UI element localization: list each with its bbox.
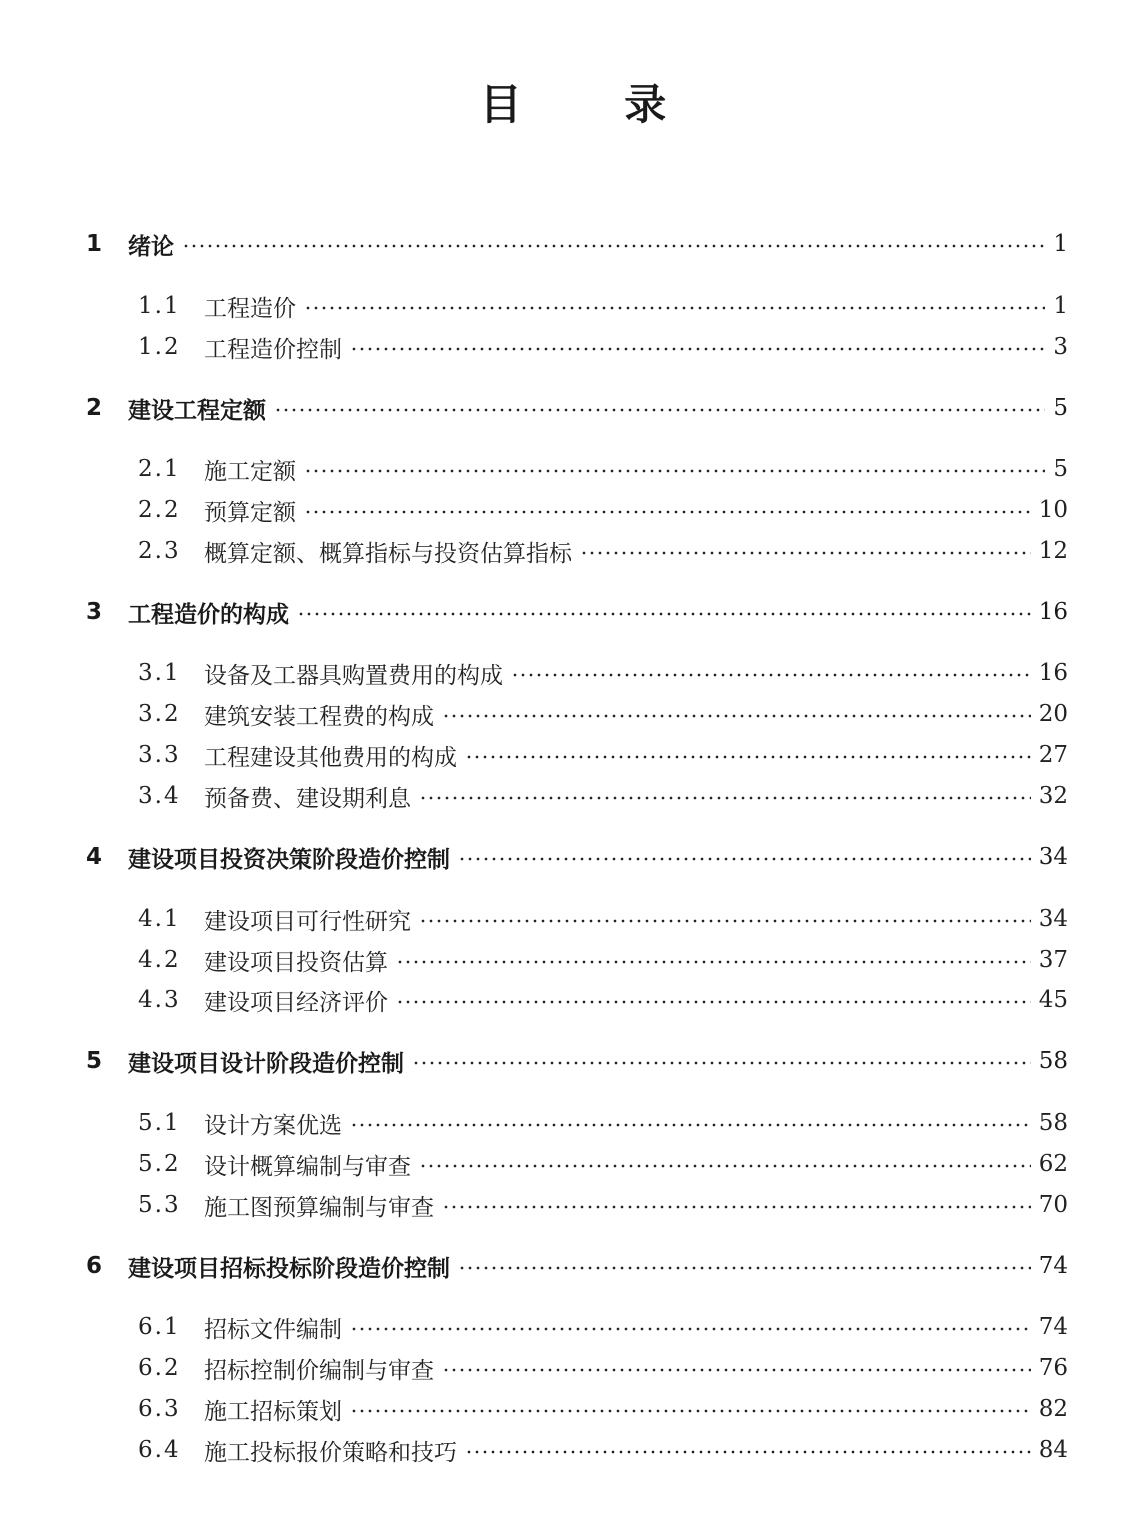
entry-label: 设计方案优选 <box>204 1112 342 1139</box>
dot-leader <box>442 1368 1031 1372</box>
entry-label: 施工投标报价策略和技巧 <box>204 1439 457 1466</box>
entry-page: 82 <box>1038 1396 1068 1422</box>
entry-number: 2.3 <box>138 538 181 564</box>
entry-number: 6.3 <box>138 1396 181 1422</box>
toc-entry-chapter[interactable] <box>86 839 1068 875</box>
toc-entry-section[interactable] <box>138 655 1068 691</box>
entry-page: 37 <box>1038 947 1068 973</box>
entry-label: 设备及工器具购置费用的构成 <box>204 662 503 689</box>
toc-entry-chapter[interactable] <box>86 1043 1068 1079</box>
entry-number: 6.2 <box>138 1355 181 1381</box>
dot-leader <box>419 919 1031 923</box>
entry-page: 74 <box>1038 1253 1068 1279</box>
dot-leader <box>396 960 1031 964</box>
entry-page: 1 <box>1053 293 1068 319</box>
entry-number: 4.2 <box>138 947 181 973</box>
entry-label: 建设项目投资估算 <box>204 949 388 976</box>
entry-label: 建筑安装工程费的构成 <box>204 703 434 730</box>
entry-label: 工程建设其他费用的构成 <box>204 744 457 771</box>
entry-label: 工程造价控制 <box>204 336 342 363</box>
toc-entry-section[interactable] <box>138 329 1068 365</box>
toc-entry-section[interactable] <box>138 288 1068 324</box>
entry-number: 2.2 <box>138 497 181 523</box>
entry-label: 设计概算编制与审查 <box>204 1153 411 1180</box>
entry-label: 工程造价 <box>204 295 296 322</box>
toc-entry-section[interactable] <box>138 1187 1068 1223</box>
entry-number: 4 <box>86 844 103 870</box>
dot-leader <box>182 244 1045 248</box>
entry-label: 建设工程定额 <box>128 397 266 424</box>
entry-page: 70 <box>1038 1192 1068 1218</box>
dot-leader <box>580 551 1031 555</box>
dot-leader <box>442 1205 1031 1209</box>
toc-entry-chapter[interactable] <box>86 390 1068 426</box>
entry-label: 建设项目可行性研究 <box>204 908 411 935</box>
entry-page: 16 <box>1038 599 1068 625</box>
dot-leader <box>419 796 1031 800</box>
entry-page: 1 <box>1053 231 1068 257</box>
entry-number: 1 <box>86 231 103 257</box>
toc-entry-section[interactable] <box>138 1432 1068 1468</box>
entry-number: 4.1 <box>138 906 181 932</box>
entry-page: 10 <box>1038 497 1068 523</box>
entry-label: 预备费、建设期利息 <box>204 785 411 812</box>
entry-number: 5.2 <box>138 1151 181 1177</box>
toc-entry-chapter[interactable] <box>86 594 1068 630</box>
toc-entry-section[interactable] <box>138 901 1068 937</box>
entry-label: 建设项目设计阶段造价控制 <box>128 1050 404 1077</box>
entry-page: 34 <box>1038 906 1068 932</box>
entry-page: 62 <box>1038 1151 1068 1177</box>
toc-entry-section[interactable] <box>138 778 1068 814</box>
entry-number: 4.3 <box>138 987 181 1013</box>
toc-entry-section[interactable] <box>138 737 1068 773</box>
entry-page: 45 <box>1038 987 1068 1013</box>
entry-number: 1.1 <box>138 293 181 319</box>
entry-number: 3.2 <box>138 701 181 727</box>
entry-label: 预算定额 <box>204 499 296 526</box>
entry-page: 5 <box>1053 395 1068 421</box>
entry-label: 施工定额 <box>204 458 296 485</box>
entry-page: 76 <box>1038 1355 1068 1381</box>
toc-entry-section[interactable] <box>138 1350 1068 1386</box>
entry-label: 招标文件编制 <box>204 1316 342 1343</box>
entry-number: 3 <box>86 599 103 625</box>
entry-label: 招标控制价编制与审查 <box>204 1357 434 1384</box>
dot-leader <box>350 1409 1031 1413</box>
entry-number: 3.4 <box>138 783 181 809</box>
entry-page: 3 <box>1053 334 1068 360</box>
entry-number: 2 <box>86 395 103 421</box>
entry-number: 1.2 <box>138 334 181 360</box>
entry-page: 20 <box>1038 701 1068 727</box>
entry-label: 绪论 <box>128 233 174 260</box>
dot-leader <box>350 1123 1031 1127</box>
toc-entry-section[interactable] <box>138 1105 1068 1141</box>
entry-page: 16 <box>1038 660 1068 686</box>
dot-leader <box>458 857 1031 861</box>
dot-leader <box>419 1164 1031 1168</box>
entry-label: 施工招标策划 <box>204 1398 342 1425</box>
page-title: 目 录 <box>479 80 711 129</box>
dot-leader <box>304 510 1031 514</box>
entry-number: 5.3 <box>138 1192 181 1218</box>
dot-leader <box>458 1266 1031 1270</box>
dot-leader <box>412 1061 1031 1065</box>
toc-entry-section[interactable] <box>138 492 1068 528</box>
entry-page: 74 <box>1038 1314 1068 1340</box>
dot-leader <box>465 755 1031 759</box>
toc-entry-section[interactable] <box>138 451 1068 487</box>
toc-entry-section[interactable] <box>138 942 1068 978</box>
dot-leader <box>465 1450 1031 1454</box>
entry-label: 施工图预算编制与审查 <box>204 1194 434 1221</box>
entry-label: 建设项目招标投标阶段造价控制 <box>128 1255 450 1282</box>
entry-number: 2.1 <box>138 456 181 482</box>
dot-leader <box>442 714 1031 718</box>
dot-leader <box>396 1000 1031 1004</box>
toc-entry-section[interactable] <box>138 533 1068 569</box>
entry-number: 6.4 <box>138 1437 181 1463</box>
toc-entry-section[interactable] <box>138 1146 1068 1182</box>
dot-leader <box>350 347 1045 351</box>
entry-number: 6 <box>86 1253 103 1279</box>
entry-page: 27 <box>1038 742 1068 768</box>
entry-number: 3.3 <box>138 742 181 768</box>
entry-label: 工程造价的构成 <box>128 601 289 628</box>
entry-number: 6.1 <box>138 1314 181 1340</box>
dot-leader <box>304 469 1045 473</box>
entry-page: 58 <box>1038 1110 1068 1136</box>
toc-entry-chapter[interactable] <box>86 226 1068 262</box>
entry-page: 5 <box>1053 456 1068 482</box>
entry-page: 34 <box>1038 844 1068 870</box>
toc-entry-section[interactable] <box>138 1309 1068 1345</box>
entry-label: 概算定额、概算指标与投资估算指标 <box>204 540 572 567</box>
entry-number: 3.1 <box>138 660 181 686</box>
toc-entry-section[interactable] <box>138 1391 1068 1427</box>
entry-label: 建设项目经济评价 <box>204 989 388 1016</box>
entry-number: 5.1 <box>138 1110 181 1136</box>
entry-page: 84 <box>1038 1437 1068 1463</box>
dot-leader <box>274 408 1045 412</box>
dot-leader <box>511 673 1031 677</box>
entry-page: 32 <box>1038 783 1068 809</box>
entry-page: 58 <box>1038 1048 1068 1074</box>
toc-entry-chapter[interactable] <box>86 1248 1068 1284</box>
dot-leader <box>304 306 1045 310</box>
entry-page: 12 <box>1038 538 1068 564</box>
entry-number: 5 <box>86 1048 103 1074</box>
toc-entry-section[interactable] <box>138 696 1068 732</box>
toc-entry-section[interactable] <box>138 982 1068 1018</box>
dot-leader <box>350 1327 1031 1331</box>
dot-leader <box>297 612 1031 616</box>
entry-label: 建设项目投资决策阶段造价控制 <box>128 846 450 873</box>
